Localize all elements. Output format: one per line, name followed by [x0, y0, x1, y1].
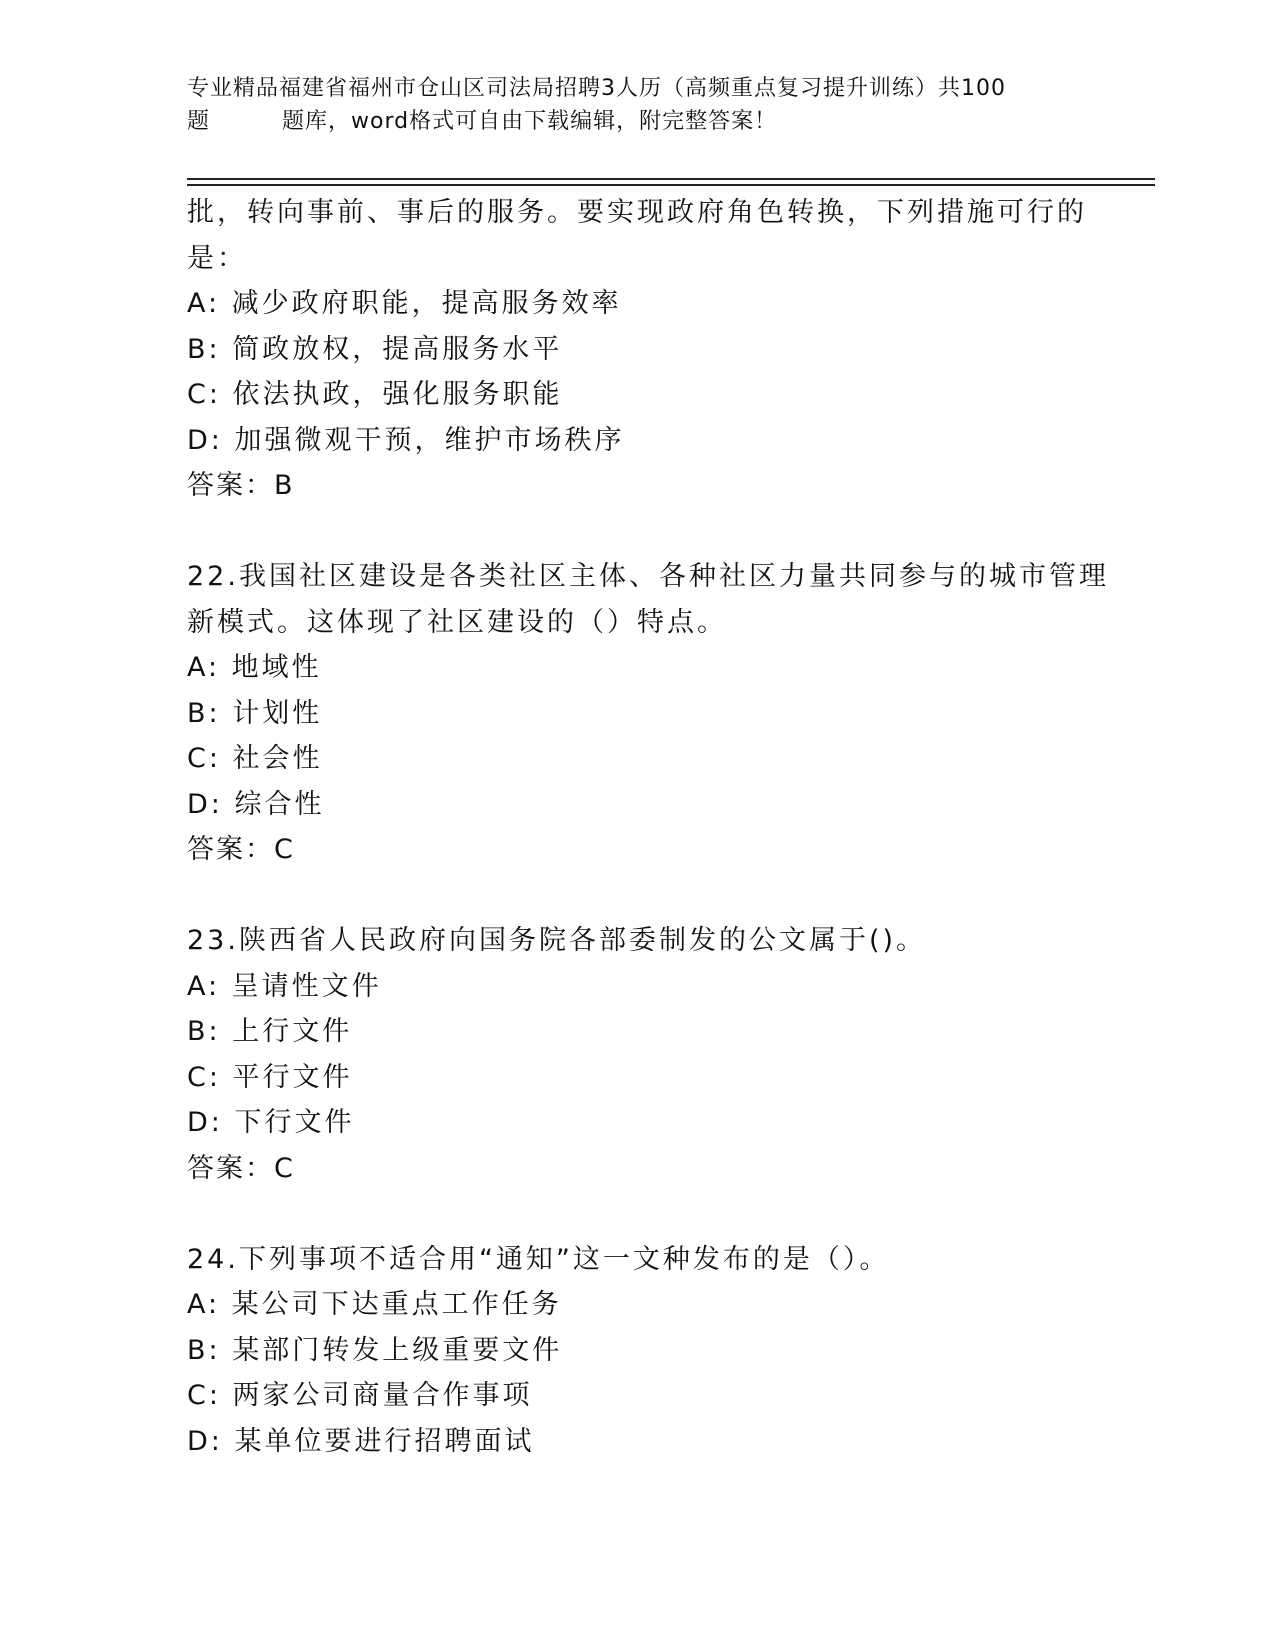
question-stem-line: 22.我国社区建设是各类社区主体、各种社区力量共同参与的城市管理 [187, 561, 1109, 592]
option-c: C: 社会性 [187, 743, 323, 774]
option-a: A: 某公司下达重点工作任务 [187, 1289, 562, 1320]
option-d: D: 综合性 [187, 788, 325, 820]
option-c: C: 两家公司商量合作事项 [187, 1380, 533, 1411]
option-b: B: 某部门转发上级重要文件 [187, 1334, 563, 1366]
question-stem-line: 新模式。这体现了社区建设的（）特点。 [187, 606, 727, 638]
spacer [187, 1191, 1107, 1237]
header-title-line2-left: 题 [187, 109, 211, 134]
question-block-24 [187, 1237, 1107, 1465]
option-c: C: 依法执政，强化服务职能 [187, 379, 563, 410]
question-block-22 [187, 554, 1107, 873]
answer-line: 答案：C [187, 834, 295, 865]
option-d: D: 下行文件 [187, 1107, 355, 1138]
page-header [187, 72, 1087, 138]
option-c: C: 平行文件 [187, 1061, 353, 1093]
header-divider-bottom [187, 184, 1155, 186]
question-stem-line: 23.陕西省人民政府向国务院各部委制发的公文属于()。 [187, 925, 927, 956]
header-title-line2 [187, 105, 1087, 138]
question-stem-line: 批，转向事前、事后的服务。要实现政府角色转换，下列措施可行的 [187, 197, 1087, 228]
option-a: A: 地域性 [187, 652, 322, 683]
option-b: B: 简政放权，提高服务水平 [187, 333, 563, 365]
option-a: A: 呈请性文件 [187, 970, 382, 1002]
option-b: B: 计划性 [187, 697, 323, 729]
header-title-line1: 专业精品福建省福州市仓山区司法局招聘3人历（高频重点复习提升训练）共100 [187, 76, 1006, 101]
spacer [187, 509, 1107, 555]
option-d: D: 加强微观干预，维护市场秩序 [187, 424, 625, 456]
option-a: A: 减少政府职能，提高服务效率 [187, 288, 622, 319]
question-stem-line: 24.下列事项不适合用“通知”这一文种发布的是（）。 [187, 1243, 890, 1275]
header-title-line2-right: 题库，word格式可自由下载编辑，附完整答案！ [282, 109, 778, 134]
answer-line: 答案：B [187, 470, 295, 501]
option-b: B: 上行文件 [187, 1016, 353, 1047]
question-stem-line: 是： [187, 242, 247, 274]
spacer [187, 873, 1107, 919]
question-block-continued [187, 190, 1107, 509]
question-content [187, 190, 1107, 1464]
answer-line: 答案：C [187, 1152, 295, 1184]
option-d: D: 某单位要进行招聘面试 [187, 1425, 535, 1457]
question-block-23 [187, 918, 1107, 1191]
header-divider-top [187, 178, 1155, 180]
